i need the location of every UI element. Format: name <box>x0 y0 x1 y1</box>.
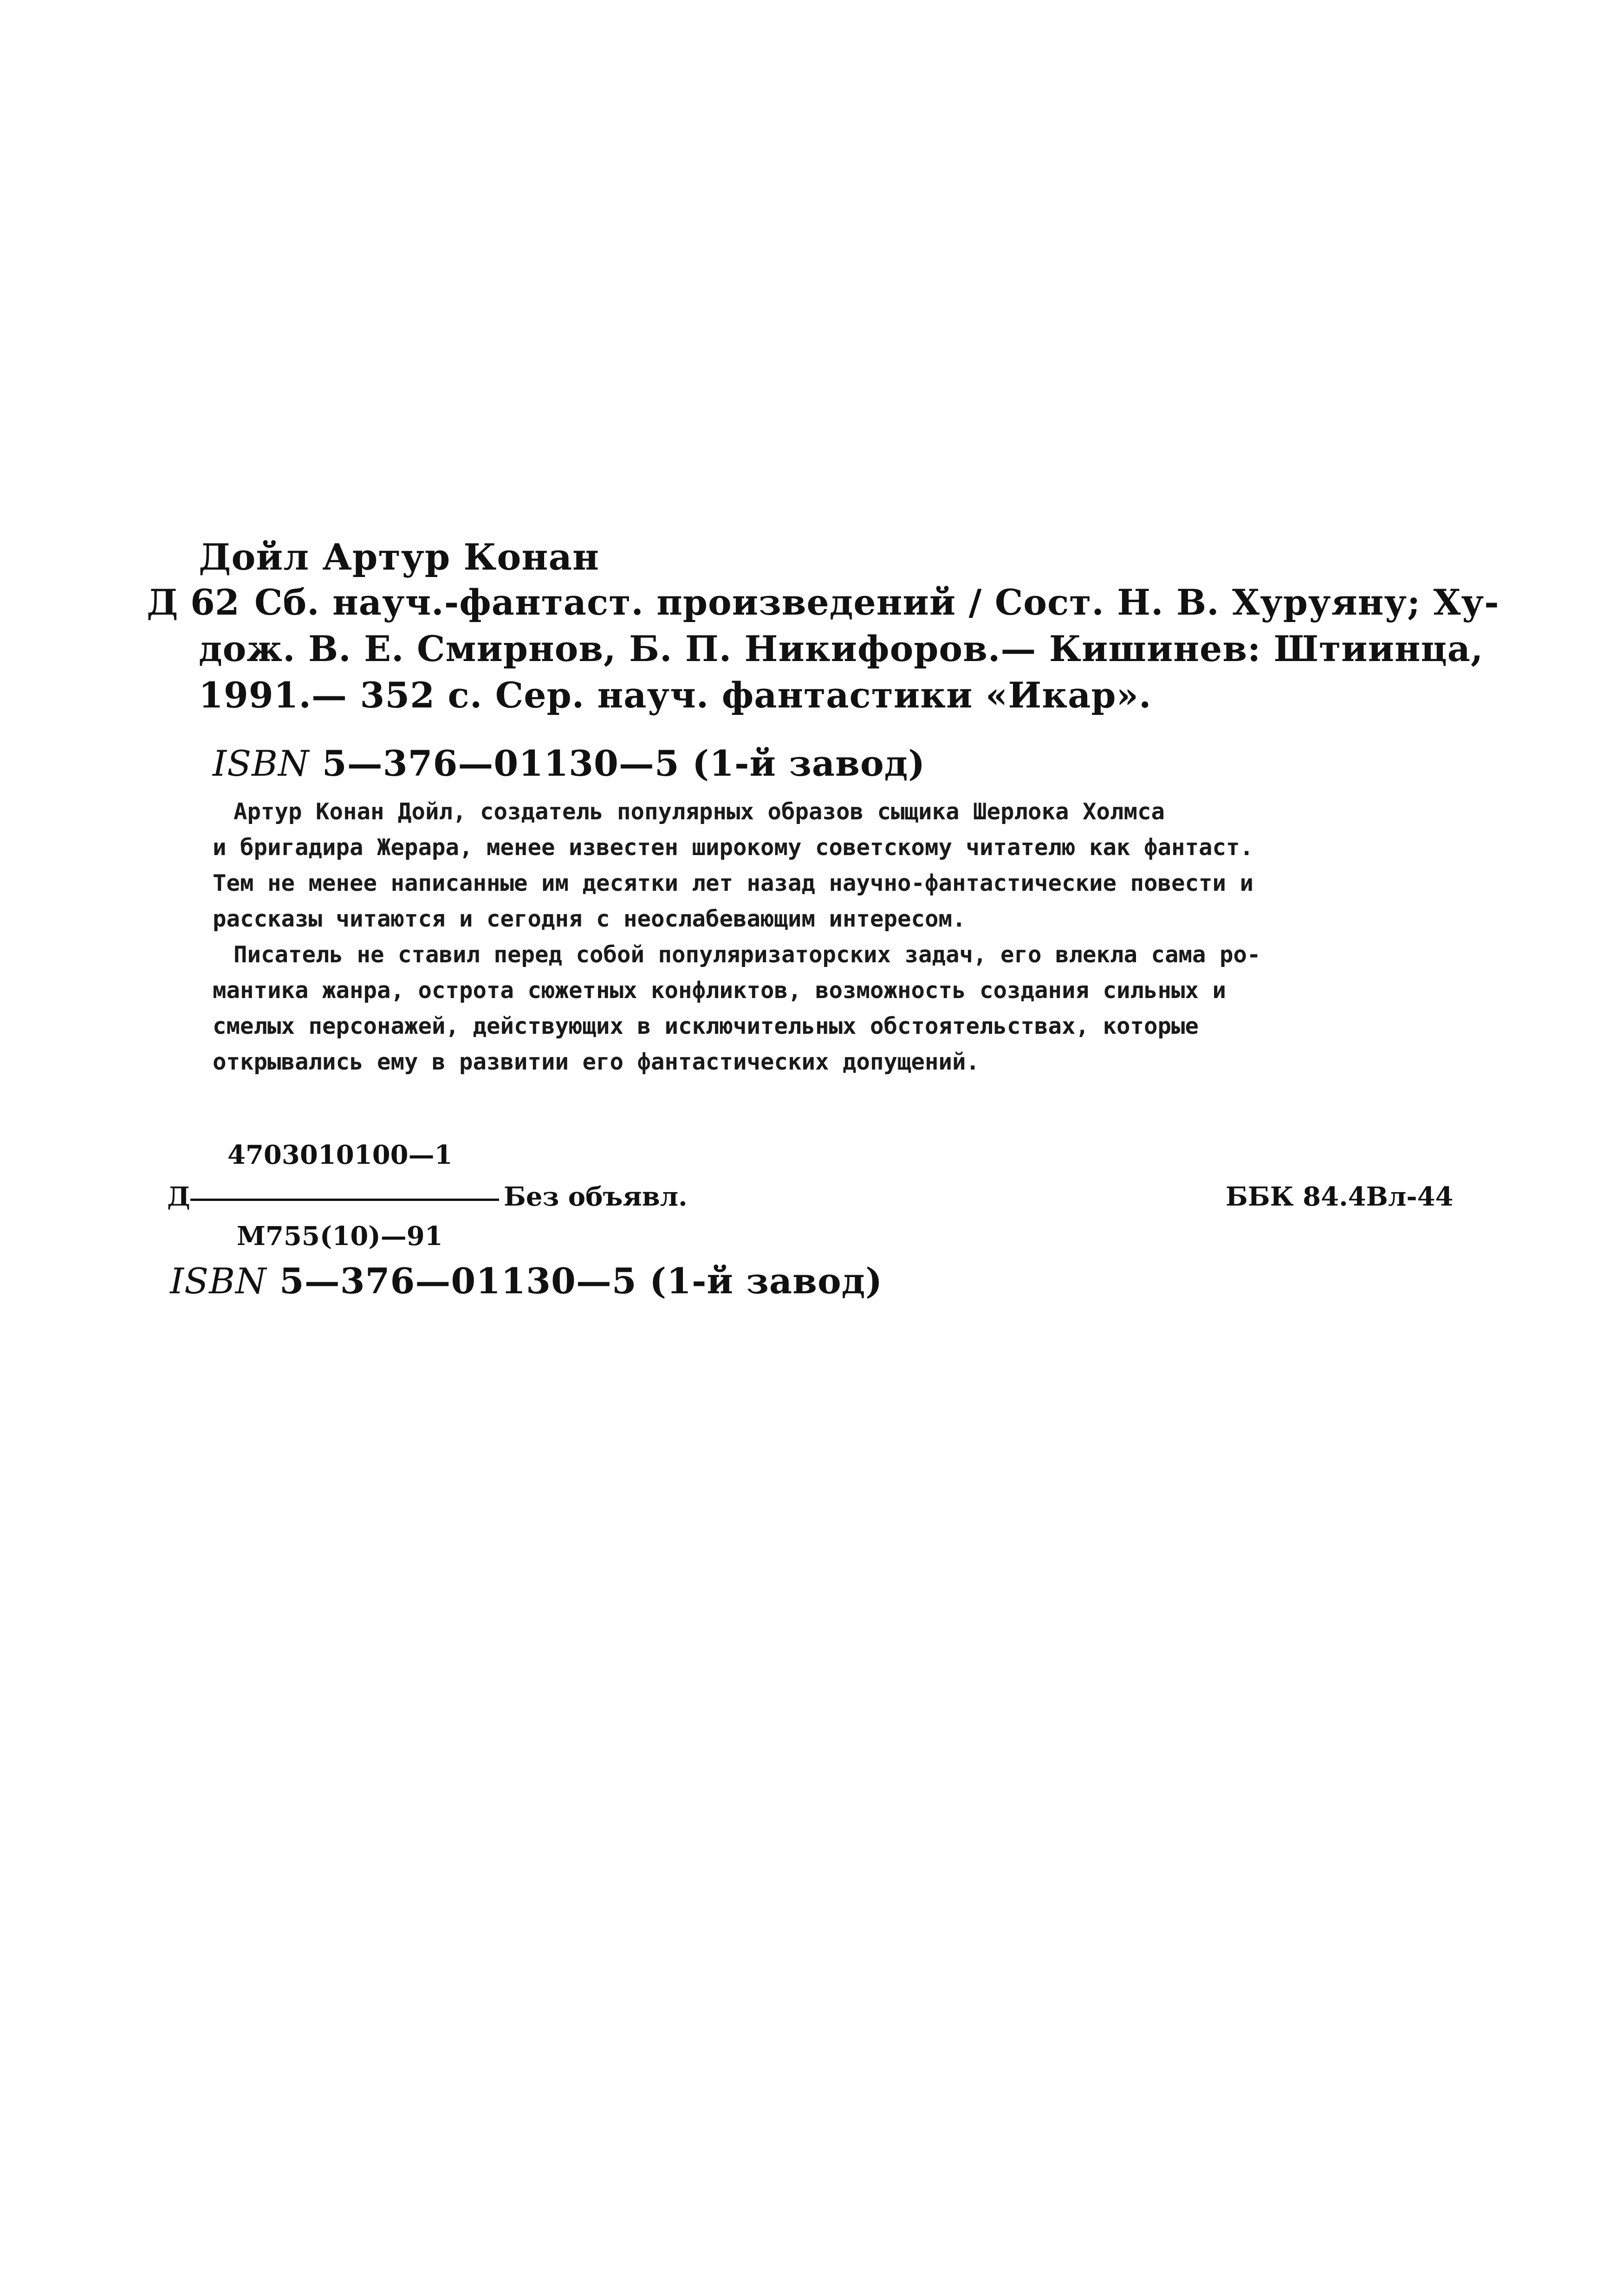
card-isbn <box>213 743 925 784</box>
annotation-line-4: рассказы читаются и сегодня с неослабевающим интересом. <box>213 906 966 932</box>
fraction-line <box>190 1199 499 1201</box>
imprint-letter: Д <box>167 1181 190 1212</box>
isbn-value: 5—376—01130—5 (1-й завод) <box>279 1260 883 1302</box>
imprint-isbn <box>170 1260 883 1302</box>
imprint-numerator: 4703010100—1 <box>227 1140 453 1170</box>
annotation-line-7: смелых персонажей, действующих в исключительных обстоятельствах, которые <box>213 1013 1199 1039</box>
isbn-value: 5—376—01130—5 (1-й завод) <box>322 743 926 784</box>
price-note: Без объявл. <box>504 1181 688 1212</box>
isbn-label: ISBN <box>170 1260 267 1302</box>
annotation-line-2: и бригадира Жерара, менее известен широкому советскому читателю как фантаст. <box>213 834 1254 861</box>
author-name: Дойл Артур Конан <box>199 536 600 578</box>
imprint-denominator: М755(10)—91 <box>237 1221 443 1252</box>
bbk-code: ББК 84.4Вл-44 <box>1226 1181 1454 1212</box>
description-line-3: 1991.— 352 с. Сер. науч. фантастики «Икар». <box>199 675 1152 716</box>
annotation-line-8: открывались ему в развитии его фантастических допущений. <box>213 1049 980 1075</box>
description-line-2: дож. В. Е. Смирнов, Б. П. Никифоров.— Кишинев: Штиинца, <box>199 628 1484 669</box>
annotation-line-6: мантика жанра, острота сюжетных конфликтов, возможность создания сильных и <box>213 977 1227 1004</box>
isbn-label: ISBN <box>213 743 310 784</box>
annotation-line-5: Писатель не ставил перед собой популяризаторских задач, его влекла сама ро- <box>234 941 1261 968</box>
description-line-1: Сб. науч.-фантаст. произведений / Сост. Н. В. Хуруяну; Ху- <box>254 582 1500 623</box>
annotation-line-3: Тем не менее написанные им десятки лет назад научно-фантастические повести и <box>213 870 1254 896</box>
annotation-line-1: Артур Конан Дойл, создатель популярных образов сыщика Шерлока Холмса <box>234 798 1165 825</box>
catalog-cipher: Д 62 <box>147 582 240 623</box>
